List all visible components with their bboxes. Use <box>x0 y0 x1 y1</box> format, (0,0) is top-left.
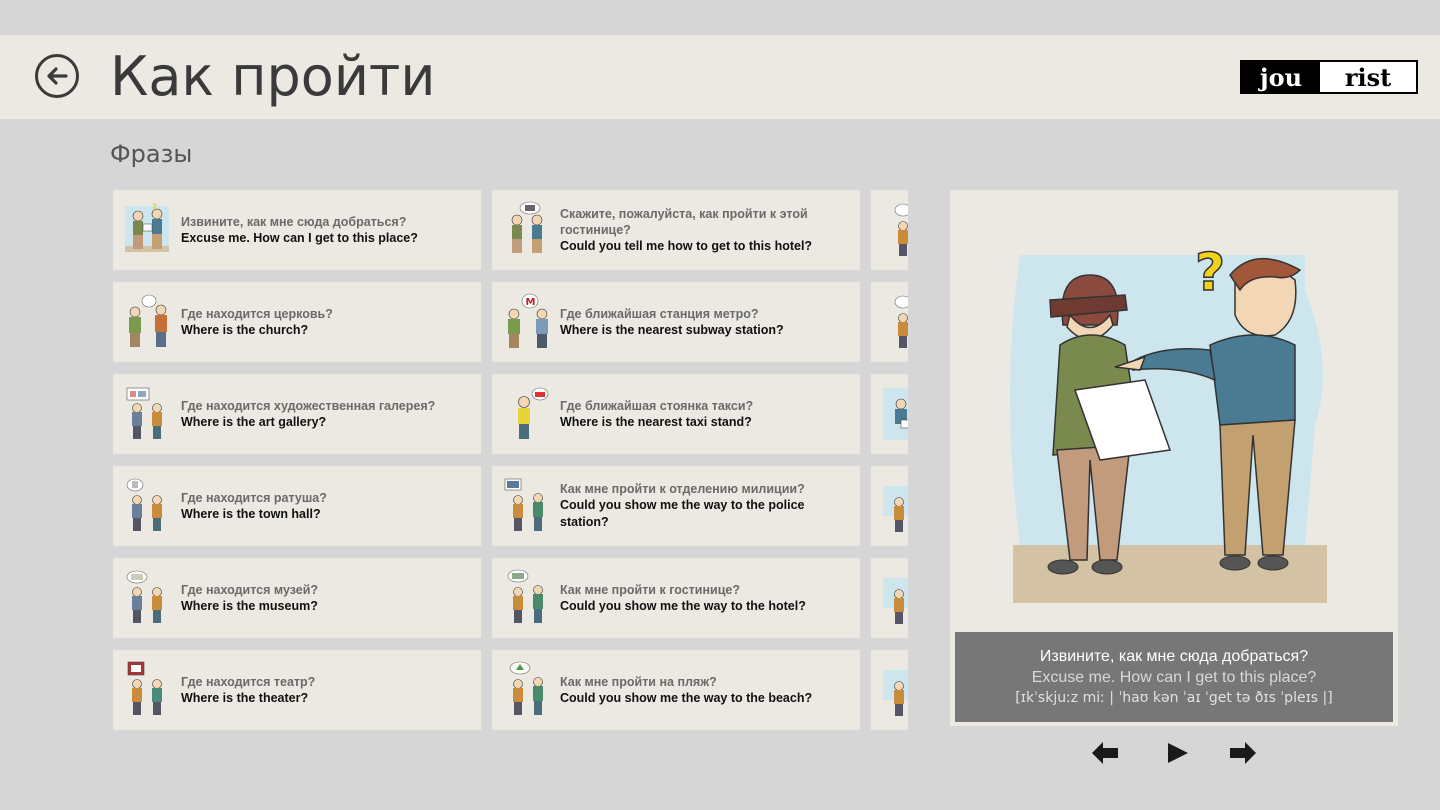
phrase-thumbnail <box>500 292 556 352</box>
phrase-card[interactable] <box>492 190 860 270</box>
phrase-card-partial[interactable] <box>871 282 908 362</box>
phrase-thumbnail <box>879 200 908 260</box>
svg-text:?: ? <box>1195 245 1226 303</box>
phrase-en: Could you tell me how to get to this hotel? <box>560 238 813 253</box>
arrow-left-icon <box>1089 737 1121 769</box>
phrase-thumbnail <box>500 568 556 628</box>
phrase-ru: Скажите, пожалуйста, как пройти к этой гостинице? <box>560 206 808 237</box>
caption-ru: Извините, как мне сюда добраться? <box>1039 647 1309 665</box>
phrase-card-partial[interactable] <box>871 558 908 638</box>
caption-en: Excuse me. How can I get to this place? <box>1031 668 1317 686</box>
phrase-card[interactable] <box>492 466 860 546</box>
phrase-en: Could you show me the way to the police station? <box>560 498 805 529</box>
phrase-en: Where is the town hall? <box>181 506 321 521</box>
top-strip <box>0 0 1440 35</box>
phrase-ru: Как мне пройти к гостинице? <box>560 582 740 597</box>
phrase-thumbnail <box>879 292 908 352</box>
phrase-ru: Где находится художественная галерея? <box>181 398 436 413</box>
phrase-thumbnail <box>500 660 556 720</box>
phrase-card[interactable] <box>492 558 860 638</box>
phrase-en: Where is the nearest taxi stand? <box>560 414 752 429</box>
phrase-thumbnail <box>879 384 908 444</box>
logo-right: rist <box>1344 62 1392 92</box>
phrase-card[interactable] <box>113 190 481 270</box>
phrase-thumbnail <box>121 292 177 352</box>
next-button[interactable] <box>1227 737 1259 769</box>
phrase-en: Where is the museum? <box>181 598 318 613</box>
phrase-ru: Где ближайшая стоянка такси? <box>560 398 754 413</box>
page-header <box>0 35 1440 119</box>
svg-text:M: M <box>525 297 536 308</box>
phrase-thumbnail <box>500 476 556 536</box>
phrase-en: Where is the church? <box>181 322 309 337</box>
phrase-ru: Как мне пройти на пляж? <box>560 674 717 689</box>
phrase-thumbnail <box>121 568 177 628</box>
phrase-caption <box>955 632 1393 722</box>
phrase-en: Where is the theater? <box>181 690 309 705</box>
phrase-en: Could you show me the way to the beach? <box>560 690 813 705</box>
phrase-thumbnail <box>121 476 177 536</box>
phrase-ru: Где находится музей? <box>181 582 319 597</box>
page-title: Как пройти <box>110 45 436 108</box>
phrase-card-partial[interactable] <box>871 190 908 270</box>
phrase-thumbnail <box>879 660 908 720</box>
section-label: Фразы <box>110 140 193 168</box>
phrase-card[interactable] <box>492 650 860 730</box>
phrase-card-partial[interactable] <box>871 466 908 546</box>
phrase-thumbnail <box>500 384 556 444</box>
play-icon <box>1161 737 1193 769</box>
phrase-ru: Где находится театр? <box>181 674 316 689</box>
phrase-en: Where is the art gallery? <box>181 414 327 429</box>
phrase-ru: Где находится ратуша? <box>181 490 327 505</box>
phrase-card-partial[interactable] <box>871 374 908 454</box>
svg-text:?: ? <box>152 203 157 213</box>
play-button[interactable] <box>1161 737 1193 769</box>
phrase-card[interactable] <box>113 650 481 730</box>
phrase-card[interactable] <box>113 558 481 638</box>
arrow-right-icon <box>1227 737 1259 769</box>
phrase-thumbnail <box>121 384 177 444</box>
phrase-en: Where is the nearest subway station? <box>560 322 784 337</box>
phrase-ru: Где находится церковь? <box>181 306 333 321</box>
jourist-logo <box>1240 60 1418 94</box>
previous-button[interactable] <box>1089 737 1121 769</box>
phrase-thumbnail <box>879 568 908 628</box>
phrase-card[interactable] <box>492 282 860 362</box>
back-arrow-icon <box>45 64 69 88</box>
phrase-detail-panel <box>950 190 1398 726</box>
phrase-card-partial[interactable] <box>871 650 908 730</box>
phrase-card[interactable] <box>492 374 860 454</box>
phrase-thumbnail <box>121 660 177 720</box>
caption-ipa: [ɪkˈskjuːz miː | ˈhaʊ kən ˈaɪ ˈget tə ðɪs ˈpleɪs |] <box>1015 689 1333 706</box>
phrase-card[interactable] <box>113 374 481 454</box>
back-button[interactable] <box>35 54 79 98</box>
phrase-en: Excuse me. How can I get to this place? <box>181 230 418 245</box>
phrase-en: Could you show me the way to the hotel? <box>560 598 806 613</box>
phrase-card[interactable] <box>113 466 481 546</box>
logo-left: jou <box>1242 62 1320 92</box>
phrase-thumbnail <box>500 200 556 260</box>
phrase-ru: Где ближайшая станция метро? <box>560 306 759 321</box>
phrase-ru: Как мне пройти к отделению милиции? <box>560 482 805 496</box>
phrase-ru: Извините, как мне сюда добраться? <box>181 214 407 229</box>
phrase-grid <box>113 190 908 735</box>
phrase-illustration <box>1005 245 1330 605</box>
phrase-card[interactable] <box>113 282 481 362</box>
phrase-thumbnail <box>879 476 908 536</box>
phrase-thumbnail <box>121 200 177 260</box>
